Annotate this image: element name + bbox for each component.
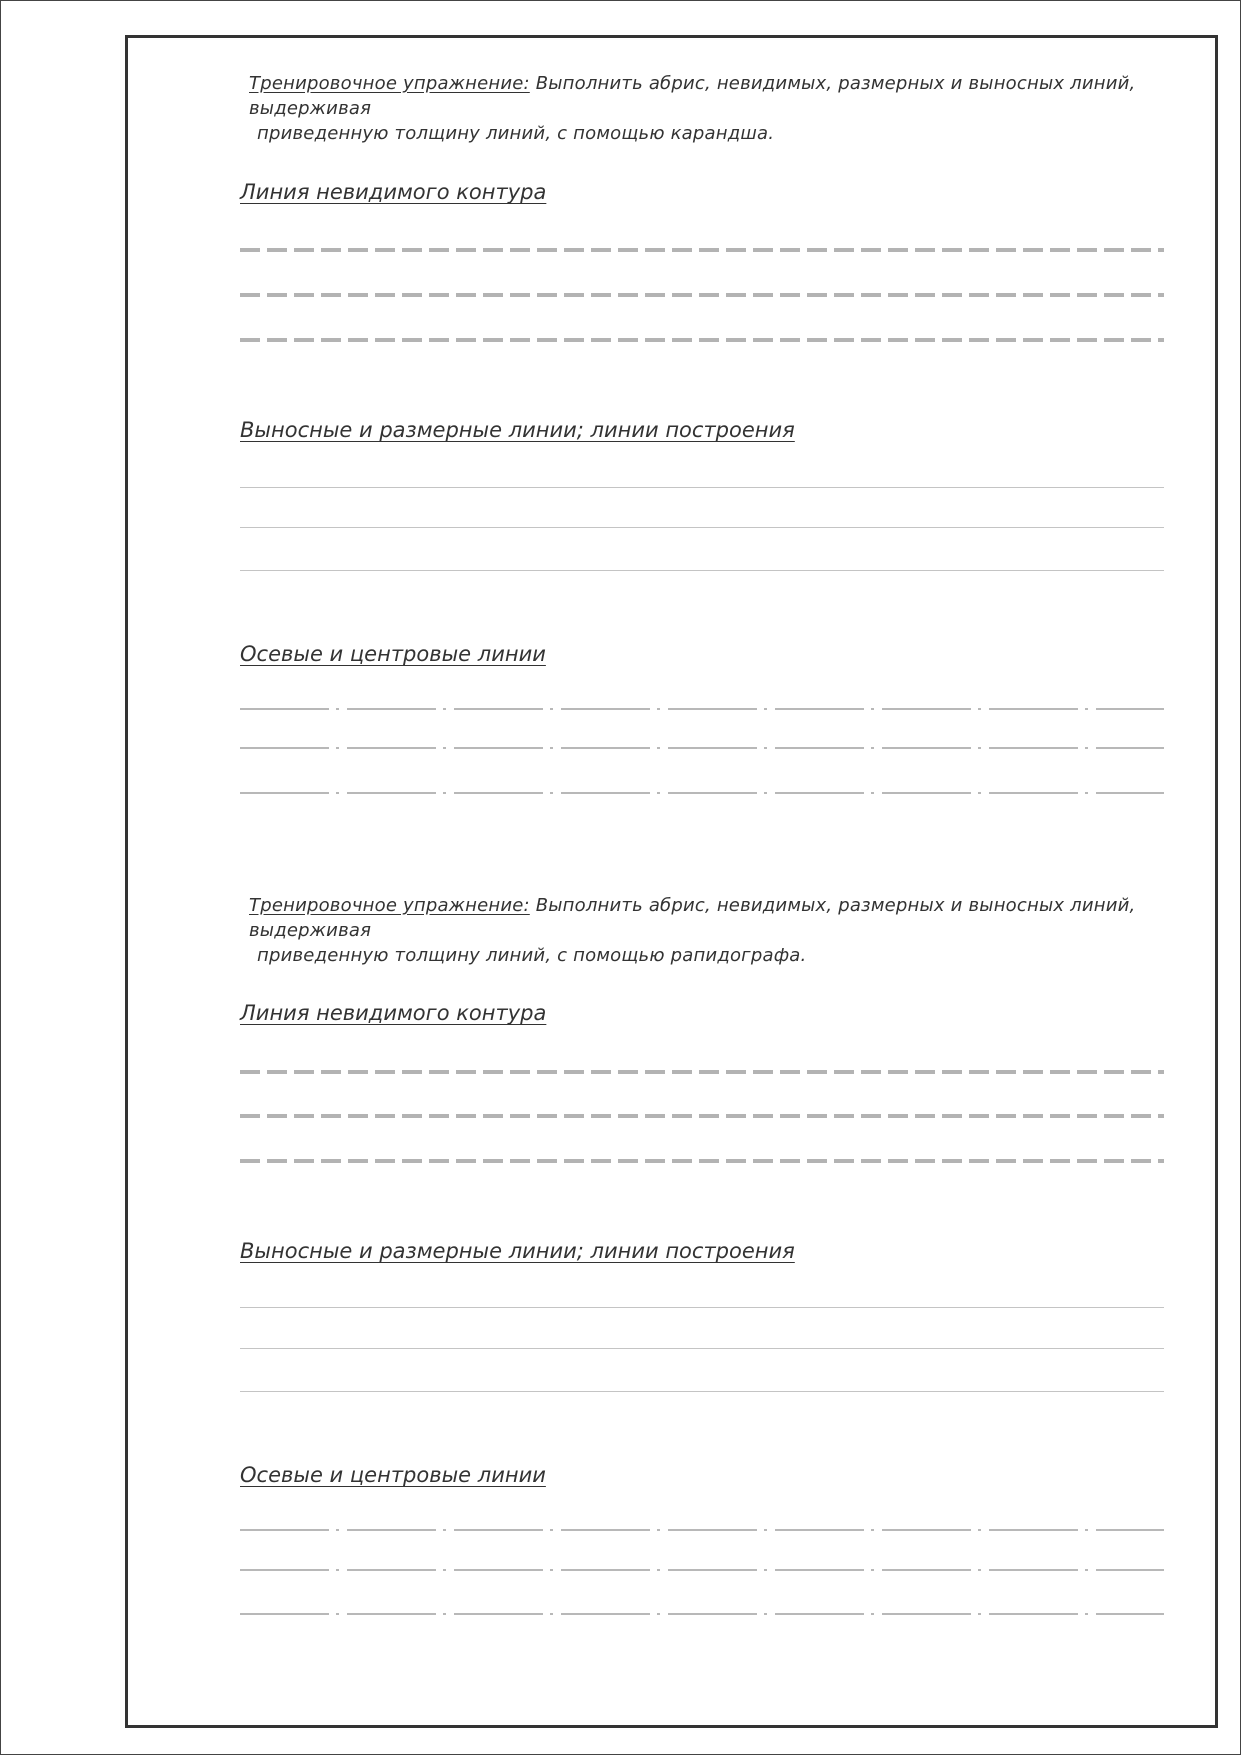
hidden-line-1 — [240, 248, 1164, 252]
instruction-text: Выполнить абрис, невидимых, размерных и выносных линий, выдерживая — [249, 73, 1136, 119]
instruction-rapidograph — [249, 893, 1149, 968]
thin-line-1 — [240, 487, 1164, 488]
heading-hidden-contour: Линия невидимого контура — [240, 180, 547, 204]
instruction-text-line2: приведенную толщину линий, с помощью карандша. — [257, 123, 775, 144]
instruction-text: Выполнить абрис, невидимых, размерных и выносных линий, выдерживая — [249, 895, 1136, 941]
heading-dimension-lines: Выносные и размерные линии; линии построения — [240, 1239, 795, 1263]
hidden-line-2 — [240, 1114, 1164, 1118]
center-line-1 — [240, 708, 1164, 710]
heading-axis-lines: Осевые и центровые линии — [240, 1463, 546, 1487]
thin-line-3 — [240, 570, 1164, 571]
center-line-2 — [240, 1569, 1164, 1571]
instruction-lead: Тренировочное упражнение: — [249, 73, 530, 94]
thin-line-3 — [240, 1391, 1164, 1392]
thin-line-2 — [240, 1348, 1164, 1349]
hidden-line-3 — [240, 1159, 1164, 1163]
hidden-line-2 — [240, 293, 1164, 297]
instruction-lead: Тренировочное упражнение: — [249, 895, 530, 916]
thin-line-2 — [240, 527, 1164, 528]
thin-line-1 — [240, 1307, 1164, 1308]
instruction-pencil — [249, 71, 1149, 146]
center-line-3 — [240, 792, 1164, 794]
heading-dimension-lines: Выносные и размерные линии; линии построения — [240, 418, 795, 442]
heading-axis-lines: Осевые и центровые линии — [240, 642, 546, 666]
center-line-2 — [240, 747, 1164, 749]
heading-hidden-contour: Линия невидимого контура — [240, 1001, 547, 1025]
center-line-1 — [240, 1529, 1164, 1531]
hidden-line-1 — [240, 1070, 1164, 1074]
center-line-3 — [240, 1613, 1164, 1615]
hidden-line-3 — [240, 338, 1164, 342]
instruction-text-line2: приведенную толщину линий, с помощью рапидографа. — [257, 945, 807, 966]
